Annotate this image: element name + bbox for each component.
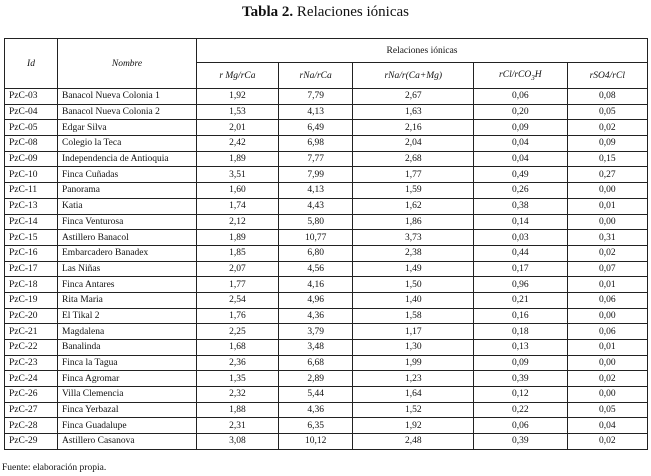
cell-value: 1,85 [197, 245, 279, 261]
cell-id: PzC-27 [5, 402, 58, 418]
cell-id: PzC-13 [5, 198, 58, 214]
table-row [5, 151, 648, 167]
cell-nombre: Independencia de Antioquia [58, 151, 197, 167]
table-row [5, 402, 648, 418]
cell-value: 2,01 [197, 120, 279, 136]
cell-value: 2,38 [353, 245, 474, 261]
cell-id: PzC-24 [5, 371, 58, 387]
cell-nombre: Magdalena [58, 324, 197, 340]
cell-nombre: Finca Guadalupe [58, 418, 197, 434]
cell-nombre: Villa Clemencia [58, 387, 197, 403]
table-row [5, 198, 648, 214]
cell-value: 1,74 [197, 198, 279, 214]
table-row [5, 230, 648, 246]
table-row [5, 167, 648, 183]
table-row [5, 434, 648, 450]
header-mg-ca: r Mg/rCa [197, 63, 279, 89]
cell-value: 0,18 [474, 324, 567, 340]
cell-value: 3,48 [278, 340, 353, 356]
table-row [5, 136, 648, 152]
cell-value: 0,05 [567, 104, 647, 120]
cell-id: PzC-21 [5, 324, 58, 340]
cell-value: 1,40 [353, 292, 474, 308]
cell-value: 0,00 [567, 214, 647, 230]
table-caption: Relaciones iónicas [296, 4, 409, 20]
cell-nombre: Finca Agromar [58, 371, 197, 387]
cell-id: PzC-29 [5, 434, 58, 450]
cell-value: 1,58 [353, 308, 474, 324]
cell-value: 4,16 [278, 277, 353, 293]
cell-value: 1,53 [197, 104, 279, 120]
cell-value: 0,21 [474, 292, 567, 308]
cell-nombre: Rita Maria [58, 292, 197, 308]
header-so4-cl: rSO4/rCl [567, 63, 647, 89]
table-row [5, 120, 648, 136]
cell-value: 0,17 [474, 261, 567, 277]
cell-value: 1,63 [353, 104, 474, 120]
cell-value: 0,12 [474, 387, 567, 403]
cell-nombre: Embarcadero Banadex [58, 245, 197, 261]
cell-value: 6,80 [278, 245, 353, 261]
cell-value: 2,04 [353, 136, 474, 152]
cell-value: 0,00 [567, 355, 647, 371]
cell-value: 4,96 [278, 292, 353, 308]
cell-value: 0,39 [474, 434, 567, 450]
cell-value: 0,20 [474, 104, 567, 120]
cell-id: PzC-17 [5, 261, 58, 277]
cell-value: 7,77 [278, 151, 353, 167]
cell-value: 0,39 [474, 371, 567, 387]
cell-value: 0,15 [567, 151, 647, 167]
cell-value: 0,02 [567, 245, 647, 261]
cell-nombre: Banalinda [58, 340, 197, 356]
cell-value: 0,07 [567, 261, 647, 277]
cell-nombre: El Tikal 2 [58, 308, 197, 324]
cell-value: 0,06 [567, 324, 647, 340]
cell-value: 4,56 [278, 261, 353, 277]
table-row [5, 183, 648, 199]
cell-id: PzC-10 [5, 167, 58, 183]
cell-id: PzC-14 [5, 214, 58, 230]
table-row [5, 245, 648, 261]
cell-value: 4,43 [278, 198, 353, 214]
cell-value: 1,64 [353, 387, 474, 403]
cell-nombre: Banacol Nueva Colonia 2 [58, 104, 197, 120]
cell-value: 2,25 [197, 324, 279, 340]
cell-value: 0,02 [567, 120, 647, 136]
cell-value: 1,35 [197, 371, 279, 387]
header-group: Relaciones iónicas [197, 39, 648, 63]
ionic-relations-table [4, 38, 648, 450]
cell-value: 2,68 [353, 151, 474, 167]
cell-id: PzC-05 [5, 120, 58, 136]
cell-nombre: Katia [58, 198, 197, 214]
cell-id: PzC-08 [5, 136, 58, 152]
cell-value: 1,50 [353, 277, 474, 293]
cell-value: 3,79 [278, 324, 353, 340]
cell-nombre: Finca Cuñadas [58, 167, 197, 183]
cell-value: 2,89 [278, 371, 353, 387]
cell-value: 0,16 [474, 308, 567, 324]
table-row [5, 214, 648, 230]
table-row [5, 355, 648, 371]
cell-value: 0,22 [474, 402, 567, 418]
cell-value: 2,67 [353, 89, 474, 105]
cell-value: 6,35 [278, 418, 353, 434]
cell-value: 0,01 [567, 198, 647, 214]
cell-value: 0,02 [567, 434, 647, 450]
cell-value: 2,31 [197, 418, 279, 434]
cell-nombre: Finca Antares [58, 277, 197, 293]
cell-nombre: Astillero Casanova [58, 434, 197, 450]
table-title [0, 4, 651, 21]
cell-id: PzC-20 [5, 308, 58, 324]
cell-value: 1,88 [197, 402, 279, 418]
cell-value: 0,00 [567, 308, 647, 324]
cell-value: 1,99 [353, 355, 474, 371]
cell-value: 1,49 [353, 261, 474, 277]
cell-value: 4,36 [278, 402, 353, 418]
cell-value: 0,05 [567, 402, 647, 418]
cell-value: 0,14 [474, 214, 567, 230]
cell-value: 2,07 [197, 261, 279, 277]
cell-id: PzC-04 [5, 104, 58, 120]
cell-value: 0,04 [567, 418, 647, 434]
cell-nombre: Finca Yerbazal [58, 402, 197, 418]
cell-id: PzC-11 [5, 183, 58, 199]
cell-value: 0,02 [567, 371, 647, 387]
cell-value: 0,06 [474, 418, 567, 434]
cell-value: 0,01 [567, 277, 647, 293]
table-row [5, 292, 648, 308]
table-row [5, 371, 648, 387]
header-na-ca: rNa/rCa [278, 63, 353, 89]
cell-value: 0,01 [567, 340, 647, 356]
table-row [5, 340, 648, 356]
cell-value: 0,00 [567, 387, 647, 403]
cell-value: 0,96 [474, 277, 567, 293]
cell-value: 1,17 [353, 324, 474, 340]
cell-nombre: Finca Venturosa [58, 214, 197, 230]
cell-value: 1,89 [197, 151, 279, 167]
header-id: Id [5, 39, 58, 89]
cell-id: PzC-22 [5, 340, 58, 356]
cell-value: 0,31 [567, 230, 647, 246]
cell-value: 2,32 [197, 387, 279, 403]
cell-value: 0,06 [474, 89, 567, 105]
cell-value: 0,26 [474, 183, 567, 199]
cell-value: 5,44 [278, 387, 353, 403]
cell-nombre: Banacol Nueva Colonia 1 [58, 89, 197, 105]
cell-value: 0,44 [474, 245, 567, 261]
cell-value: 3,51 [197, 167, 279, 183]
cell-value: 0,09 [474, 120, 567, 136]
cell-value: 0,13 [474, 340, 567, 356]
cell-nombre: Las Niñas [58, 261, 197, 277]
cell-value: 1,77 [197, 277, 279, 293]
table-row [5, 308, 648, 324]
cell-value: 0,04 [474, 136, 567, 152]
cell-value: 1,52 [353, 402, 474, 418]
cell-nombre: Edgar Silva [58, 120, 197, 136]
cell-value: 1,92 [197, 89, 279, 105]
cell-value: 3,08 [197, 434, 279, 450]
cell-nombre: Finca la Tagua [58, 355, 197, 371]
cell-value: 0,49 [474, 167, 567, 183]
header-cl-co3h: rCl/rCO$_3$H [474, 63, 567, 89]
cell-value: 6,98 [278, 136, 353, 152]
cell-value: 1,89 [197, 230, 279, 246]
table-row [5, 261, 648, 277]
table-row [5, 387, 648, 403]
cell-value: 10,77 [278, 230, 353, 246]
cell-value: 1,59 [353, 183, 474, 199]
cell-value: 10,12 [278, 434, 353, 450]
cell-value: 1,76 [197, 308, 279, 324]
cell-nombre: Astillero Banacol [58, 230, 197, 246]
cell-value: 0,38 [474, 198, 567, 214]
cell-value: 0,06 [567, 292, 647, 308]
cell-value: 2,12 [197, 214, 279, 230]
cell-value: 2,36 [197, 355, 279, 371]
cell-value: 1,30 [353, 340, 474, 356]
table-number: Tabla 2. [242, 4, 294, 20]
cell-value: 4,13 [278, 183, 353, 199]
table-row [5, 418, 648, 434]
cell-value: 0,09 [474, 355, 567, 371]
cell-id: PzC-03 [5, 89, 58, 105]
cell-value: 2,42 [197, 136, 279, 152]
cell-value: 5,80 [278, 214, 353, 230]
cell-id: PzC-15 [5, 230, 58, 246]
header-nombre: Nombre [58, 39, 197, 89]
cell-id: PzC-09 [5, 151, 58, 167]
cell-value: 4,13 [278, 104, 353, 120]
cell-value: 2,48 [353, 434, 474, 450]
cell-value: 0,09 [567, 136, 647, 152]
cell-value: 6,68 [278, 355, 353, 371]
cell-value: 4,36 [278, 308, 353, 324]
cell-value: 7,99 [278, 167, 353, 183]
cell-value: 1,60 [197, 183, 279, 199]
table-row [5, 89, 648, 105]
cell-value: 2,54 [197, 292, 279, 308]
table-row [5, 324, 648, 340]
cell-value: 1,62 [353, 198, 474, 214]
table-row [5, 104, 648, 120]
cell-id: PzC-16 [5, 245, 58, 261]
cell-nombre: Panorama [58, 183, 197, 199]
cell-id: PzC-19 [5, 292, 58, 308]
source-note: Fuente: elaboración propia. [2, 463, 107, 473]
cell-value: 0,27 [567, 167, 647, 183]
cell-value: 7,79 [278, 89, 353, 105]
cell-value: 1,92 [353, 418, 474, 434]
cell-id: PzC-23 [5, 355, 58, 371]
table-row [5, 277, 648, 293]
cell-value: 1,23 [353, 371, 474, 387]
cell-value: 0,03 [474, 230, 567, 246]
cell-value: 1,68 [197, 340, 279, 356]
cell-value: 0,04 [474, 151, 567, 167]
cell-value: 6,49 [278, 120, 353, 136]
cell-id: PzC-26 [5, 387, 58, 403]
cell-id: PzC-18 [5, 277, 58, 293]
cell-value: 0,08 [567, 89, 647, 105]
cell-nombre: Colegio la Teca [58, 136, 197, 152]
cell-id: PzC-28 [5, 418, 58, 434]
cell-value: 0,00 [567, 183, 647, 199]
cell-value: 3,73 [353, 230, 474, 246]
cell-value: 1,77 [353, 167, 474, 183]
header-na-ca-mg: rNa/r(Ca+Mg) [353, 63, 474, 89]
cell-value: 1,86 [353, 214, 474, 230]
cell-value: 2,16 [353, 120, 474, 136]
